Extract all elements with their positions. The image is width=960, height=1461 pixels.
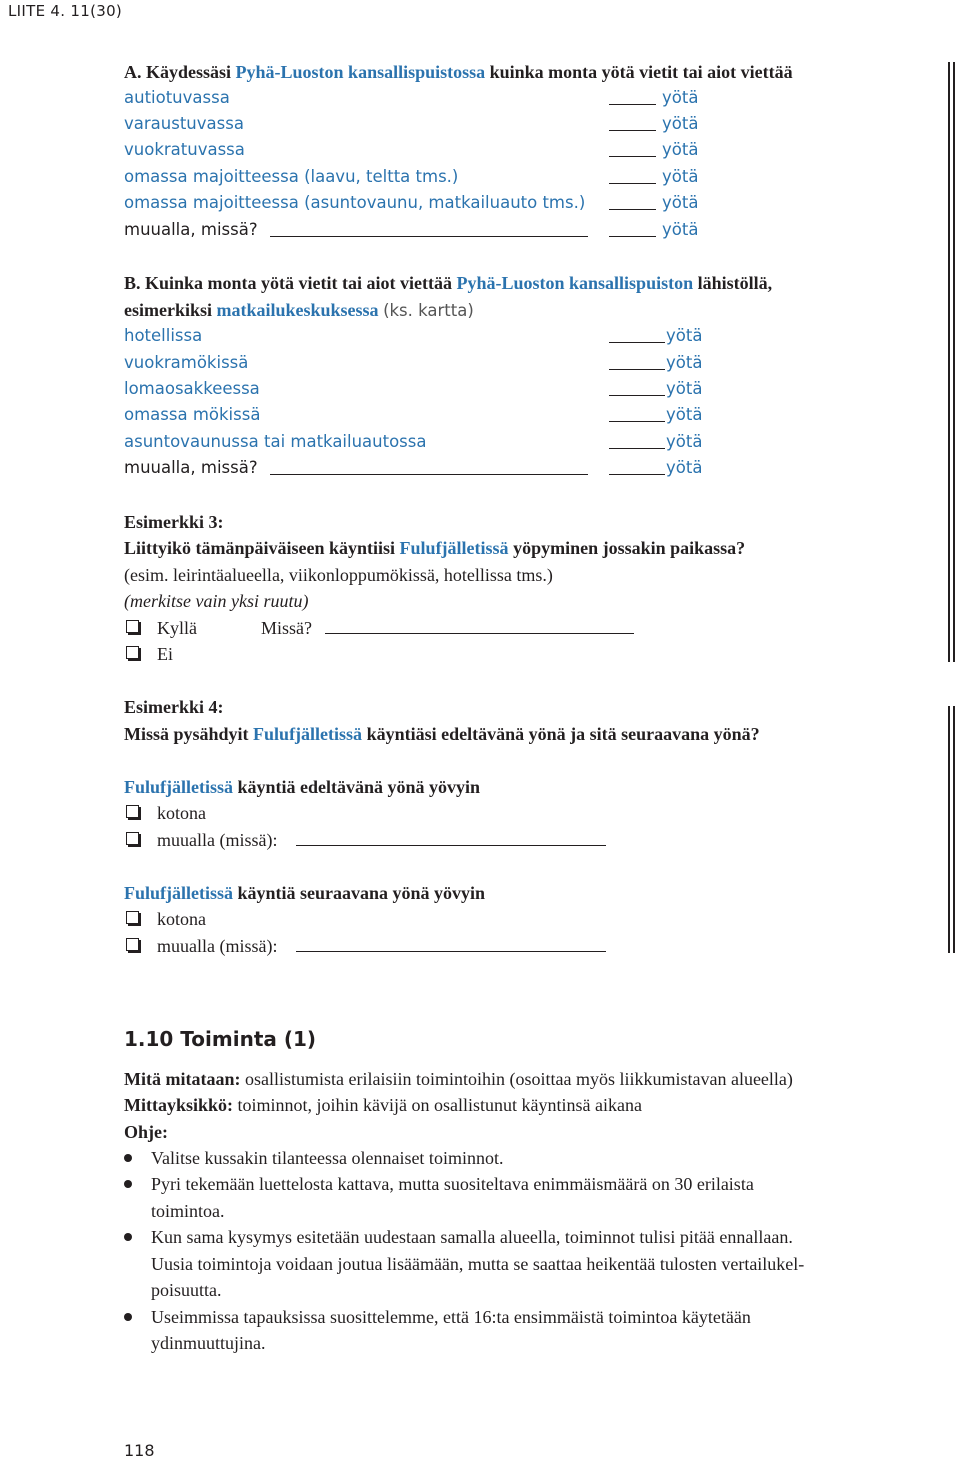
bullet-text: Pyri tekemään luettelosta kattava, mutta suositeltava enimmäismäärä on 30 erilaista [151,1174,754,1194]
option-yes[interactable]: Kyllä Missä? [124,616,312,640]
margin-bar [948,706,950,953]
question-a-title: A. Käydessäsi Pyhä-Luoston kansallispuistossa kuinka monta yötä vietit tai aiot viettää [124,62,793,82]
row-label: hotellissa [124,326,203,345]
unit-label: yötä [666,405,703,424]
checkbox-icon[interactable] [126,911,139,924]
where-answer-line[interactable] [270,474,588,475]
where-answer-line[interactable] [296,951,606,952]
bullet-icon [124,1180,132,1188]
row-label: vuokramökissä [124,353,249,372]
bullet-text: Useimmissa tapauksissa suosittelemme, että 16:ta ensimmäistä toimintoa käytetään [151,1307,751,1327]
margin-bar [953,62,955,662]
bullet-text: poisuutta. [151,1280,222,1300]
checkbox-icon[interactable] [126,646,139,659]
nights-input-line[interactable] [609,156,656,157]
option-elsewhere-after[interactable]: muualla (missä): [124,934,277,958]
bullet-text: Valitse kussakin tilanteessa olennaiset toiminnot. [151,1148,504,1168]
example-4-question: Missä pysähdyit Fulufjälletissä käyntiäsi edeltävänä yönä ja sitä seuraavana yönä? [124,724,760,744]
unit-line: Mittayksikkö: toiminnot, joihin kävijä on osallistunut käyntinsä aikana [124,1095,642,1115]
option-elsewhere-before[interactable]: muualla (missä): [124,828,277,852]
example-4-title: Esimerkki 4: [124,697,224,717]
option-no[interactable]: Ei [124,642,173,666]
unit-label: yötä [662,167,699,186]
night-before-heading: Fulufjälletissä käyntiä edeltävänä yönä yövyin [124,777,481,797]
option-home-after[interactable]: kotona [124,907,206,931]
unit-label: yötä [666,432,703,451]
margin-bar [953,706,955,953]
row-label: muualla, missä? [124,458,258,477]
checkbox-icon[interactable] [126,832,139,845]
park-name: Pyhä-Luoston kansallispuistossa [235,62,486,82]
example-3-question: Liittyikö tämänpäiväiseen käyntiisi Fulufjälletissä yöpyminen jossakin paikassa? [124,538,746,558]
unit-label: yötä [666,353,703,372]
unit-label: yötä [662,193,699,212]
nights-input-line[interactable] [609,448,665,449]
section-heading: 1.10 Toiminta (1) [124,1027,317,1051]
where-answer-line[interactable] [325,633,634,634]
row-label: autiotuvassa [124,88,230,107]
unit-label: yötä [666,379,703,398]
example-3-instruction: (merkitse vain yksi ruutu) [124,591,309,611]
measured-line: Mitä mitataan: osallistumista erilaisiin toimintoihin (osoittaa myös liikkumistavan alueella) [124,1069,793,1089]
unit-label: yötä [662,114,699,133]
option-home-before[interactable]: kotona [124,801,206,825]
nights-input-line[interactable] [609,183,656,184]
row-label: asuntovaunussa tai matkailuautossa [124,432,427,451]
page-number: 118 [124,1441,155,1460]
where-answer-line[interactable] [270,236,588,237]
unit-label: yötä [662,88,699,107]
nights-input-line[interactable] [609,369,665,370]
nights-input-line[interactable] [609,395,665,396]
nights-input-line[interactable] [609,104,656,105]
row-label: varaustuvassa [124,114,244,133]
margin-bar [948,62,950,662]
nights-input-line[interactable] [609,209,656,210]
bullet-text: ydinmuuttujina. [151,1333,266,1353]
bullet-icon [124,1233,132,1241]
bullet-text: Kun sama kysymys esitetään uudestaan samalla alueella, toiminnot tulisi pitää ennallaan. [151,1227,793,1247]
park-name: Pyhä-Luoston kansallispuiston [456,273,694,293]
unit-label: yötä [662,140,699,159]
row-label: omassa majoitteessa (asuntovaunu, matkailuauto tms.) [124,193,586,212]
bullet-text: toimintoa. [151,1201,225,1221]
nights-input-line[interactable] [609,474,665,475]
appendix-label: LIITE 4. 11(30) [8,2,123,20]
guide-label: Ohje: [124,1122,168,1142]
row-label: muualla, missä? [124,220,258,239]
bullet-icon [124,1154,132,1162]
question-b-title-line2: esimerkiksi matkailukeskuksessa (ks. kartta) [124,300,474,320]
unit-label: yötä [666,458,703,477]
row-label: omassa mökissä [124,405,261,424]
nights-input-line[interactable] [609,130,656,131]
unit-label: yötä [662,220,699,239]
example-3-title: Esimerkki 3: [124,512,224,532]
nights-input-line[interactable] [609,421,665,422]
bullet-text: Uusia toimintoja voidaan joutua lisäämään, mutta se saattaa heikentää tulosten vertailukel- [151,1254,805,1274]
night-after-heading: Fulufjälletissä käyntiä seuraavana yönä yövyin [124,883,486,903]
checkbox-icon[interactable] [126,805,139,818]
where-answer-line[interactable] [296,845,606,846]
bullet-icon [124,1313,132,1321]
row-label: vuokratuvassa [124,140,245,159]
question-b-title: B. Kuinka monta yötä vietit tai aiot viettää Pyhä-Luoston kansallispuiston lähistöllä, [124,273,773,293]
checkbox-icon[interactable] [126,938,139,951]
example-3-hint: (esim. leirintäalueella, viikonloppumökissä, hotellissa tms.) [124,565,553,585]
row-label: lomaosakkeessa [124,379,260,398]
checkbox-icon[interactable] [126,620,139,633]
row-label: omassa majoitteessa (laavu, teltta tms.) [124,167,459,186]
nights-input-line[interactable] [609,342,665,343]
nights-input-line[interactable] [609,236,656,237]
unit-label: yötä [666,326,703,345]
